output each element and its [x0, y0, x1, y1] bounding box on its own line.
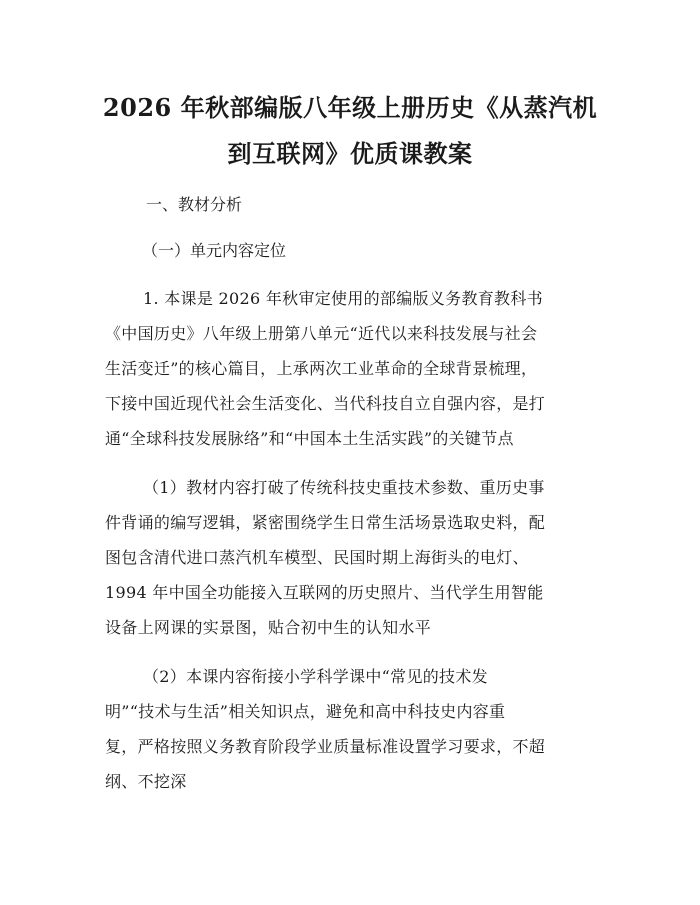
paragraph-line: （2）本课内容衔接小学科学课中“常见的技术发 — [143, 667, 488, 686]
paragraph-line: 生活变迁”的核心篇目，上承两次工业革命的全球背景梳理， — [105, 359, 538, 378]
paragraph-line: （1）教材内容打破了传统科技史重技术参数、重历史事 — [143, 478, 545, 497]
paragraph-line: 设备上网课的实景图，贴合初中生的认知水平 — [105, 618, 432, 637]
paragraph-line: 下接中国近现代社会生活变化、当代科技自立自强内容，是打 — [105, 394, 546, 413]
paragraph-line: 1. 本课是 2026 年秋审定使用的部编版义务教育教科书 — [143, 289, 543, 308]
paragraph-line: 明”“技术与生活”相关知识点，避免和高中科技史内容重 — [105, 702, 506, 721]
paragraph-line: 图包含清代进口蒸汽机车模型、民国时期上海街头的电灯、 — [105, 548, 529, 567]
paragraph-line: 复，严格按照义务教育阶段学业质量标准设置学习要求，不超 — [105, 737, 546, 756]
section-heading: 一、教材分析 — [146, 195, 243, 214]
document-title-line-1: 2026 年秋部编版八年级上册历史《从蒸汽机 — [102, 93, 598, 122]
paragraph-line: 纲、不挖深 — [105, 772, 187, 791]
paragraph-line: 1994 年中国全功能接入互联网的历史照片、当代学生用智能 — [105, 583, 544, 602]
paragraph-line: 件背诵的编写逻辑，紧密围绕学生日常生活场景选取史料，配 — [105, 513, 546, 532]
paragraph-line: 《中国历史》八年级上册第八单元“近代以来科技发展与社会 — [105, 324, 538, 343]
document-title-line-2: 到互联网》优质课教案 — [227, 139, 473, 168]
subsection-heading: （一）单元内容定位 — [142, 241, 287, 260]
paragraph-line: 通“全球科技发展脉络”和“中国本土生活实践”的关键节点 — [105, 429, 514, 448]
